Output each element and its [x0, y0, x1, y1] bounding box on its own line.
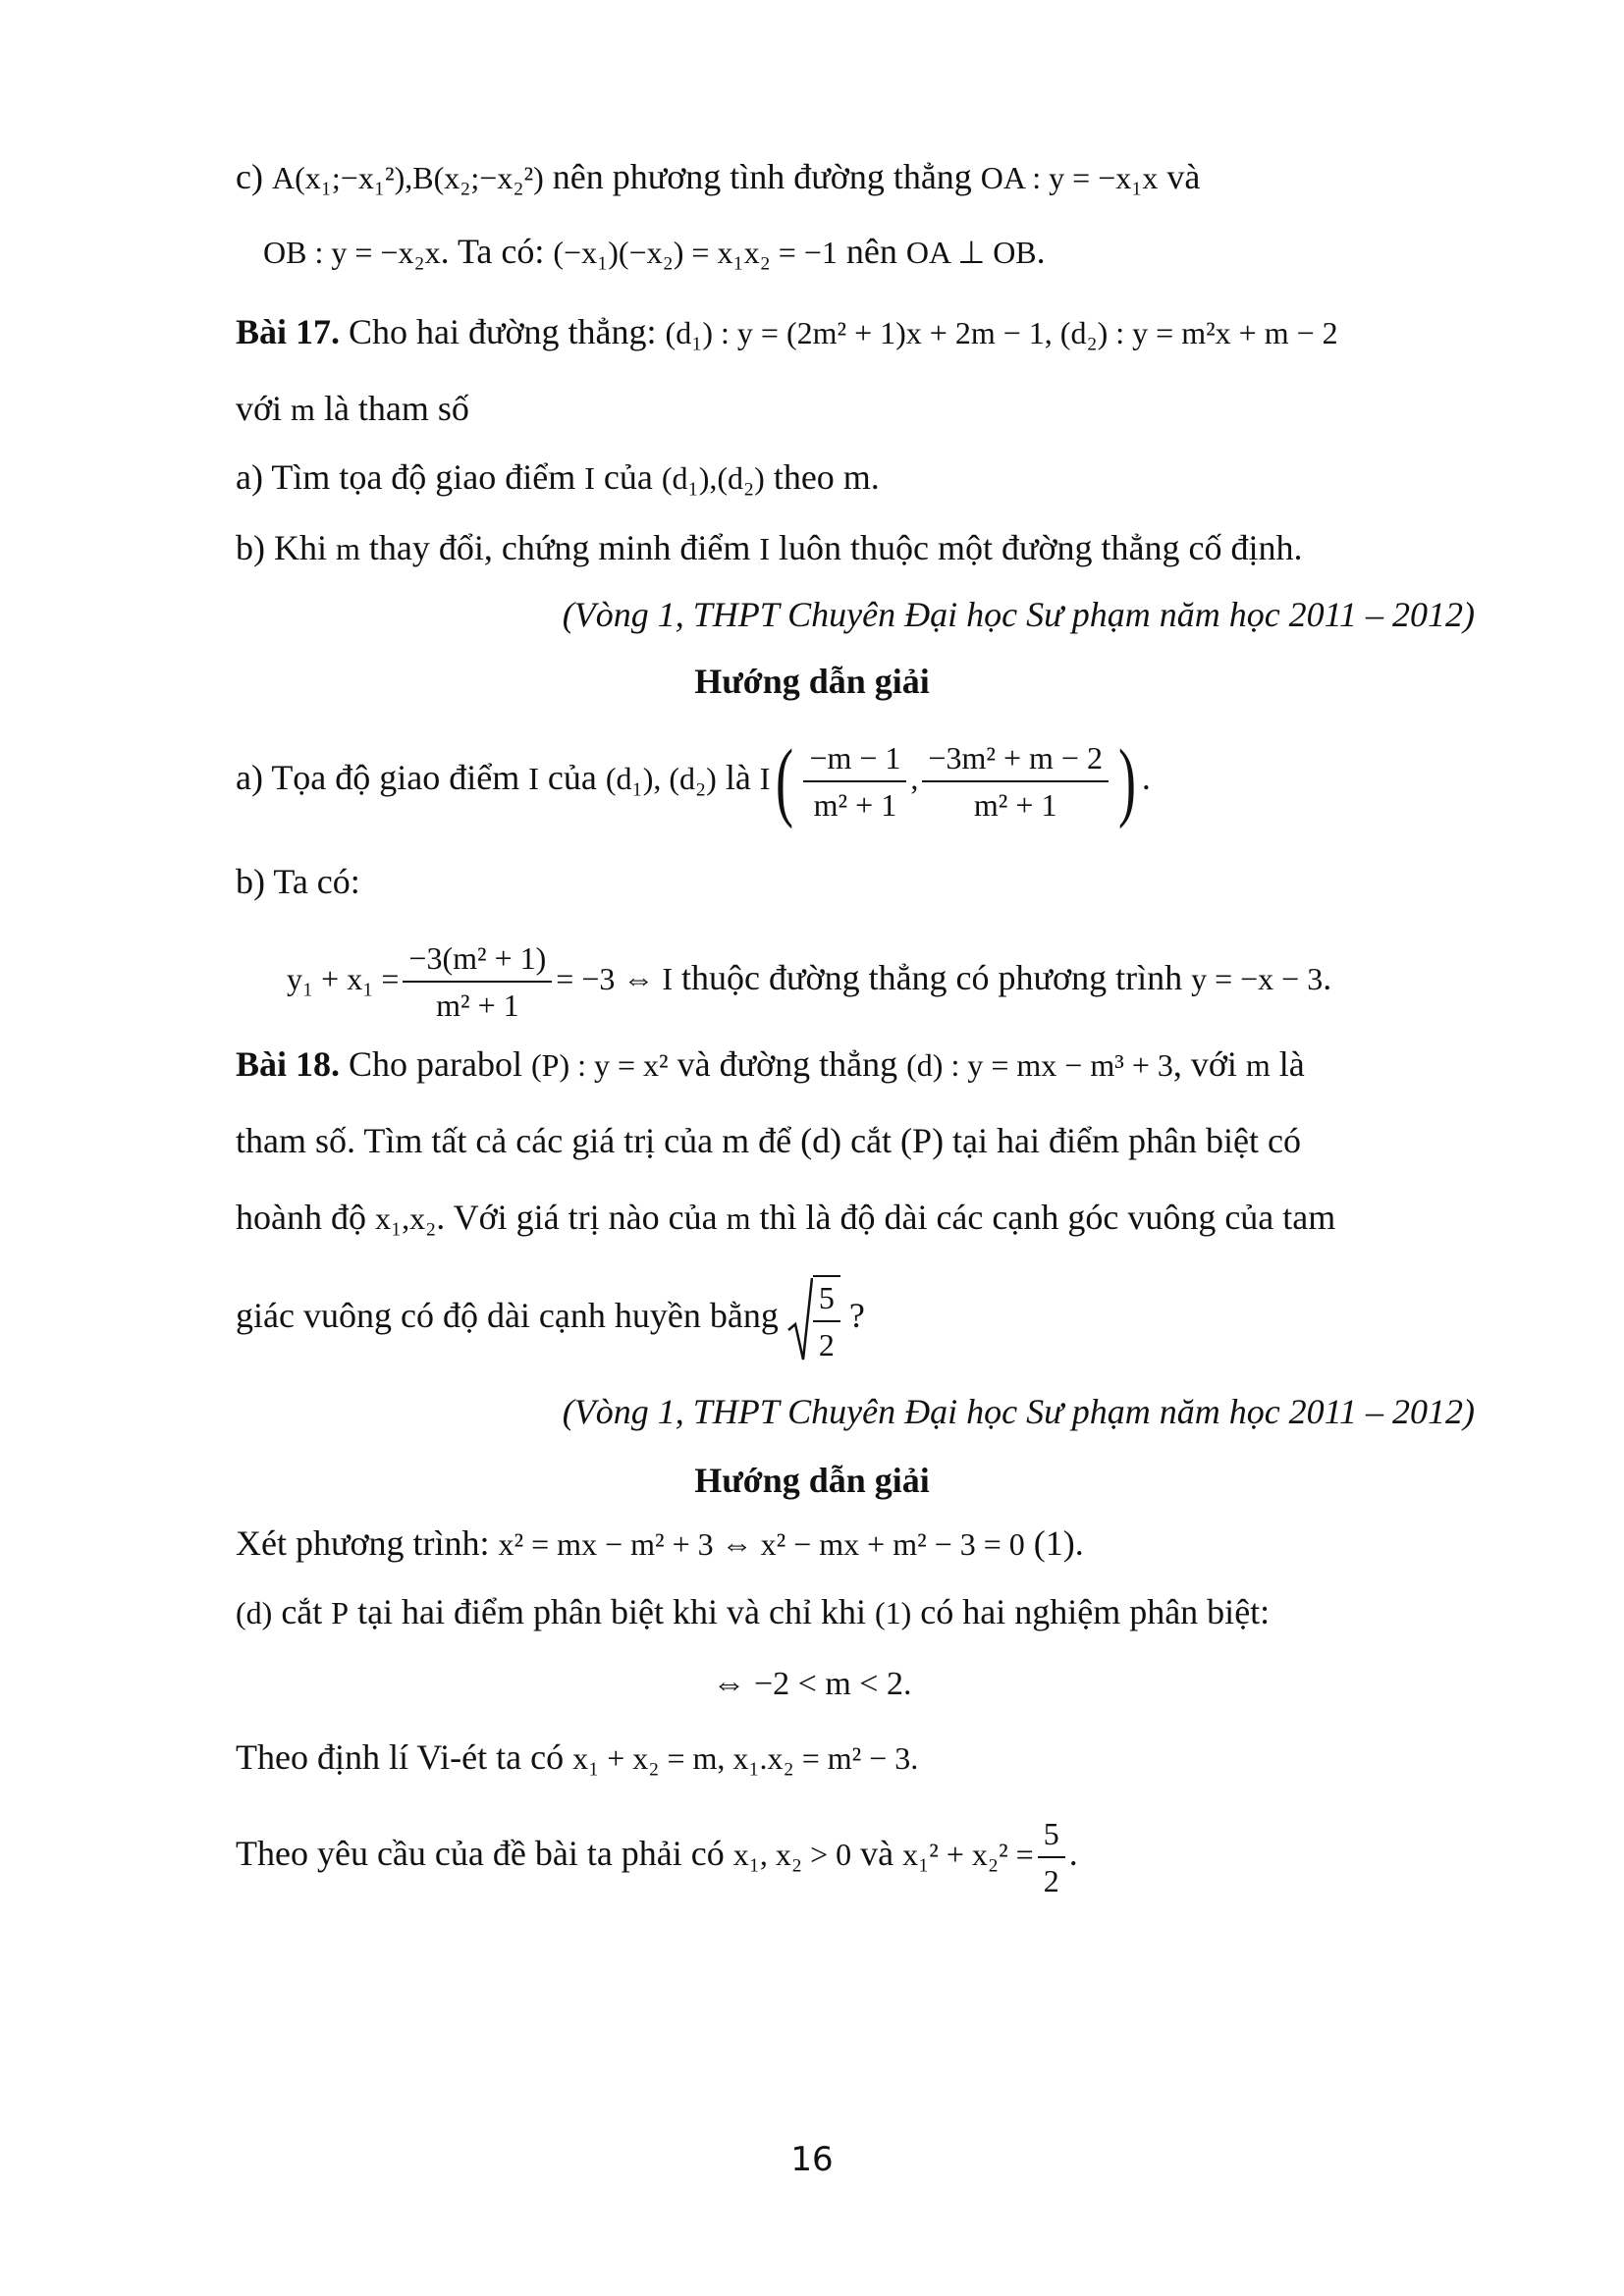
math-positive-roots: x₁, x₂ > 0: [732, 1837, 852, 1872]
fraction: [1038, 1815, 1065, 1899]
text: Theo định lí Vi-ét ta có: [236, 1737, 573, 1777]
answer-b-label: [236, 860, 360, 903]
left-paren: (: [776, 731, 794, 829]
text: là: [716, 758, 760, 797]
text: tại hai điểm phân biệt khi và chỉ khi: [349, 1592, 875, 1631]
text-line-6: [236, 526, 1303, 570]
text: của: [538, 758, 606, 797]
math-line-ob: OB : y = −x₂x: [263, 235, 441, 270]
problem-17-heading: [236, 310, 1338, 354]
math-perpendicular: OA ⊥ OB: [905, 235, 1037, 270]
math-d: (d): [236, 1595, 273, 1630]
source-citation-2: (Vòng 1, THPT Chuyên Đại học Sư phạm năm học 2011 – 2012): [562, 1392, 1475, 1431]
text: (1).: [1024, 1523, 1084, 1563]
math-m: m: [1245, 1047, 1271, 1083]
math-i: I: [759, 531, 771, 566]
text: . Ta có:: [440, 232, 554, 271]
math-line-d: (d) : y = mx − m³ + 3: [906, 1047, 1173, 1083]
math-i: I: [584, 460, 595, 496]
text: , với: [1172, 1044, 1246, 1084]
solution-line-2: [236, 1590, 1270, 1634]
math-lhs: y₁ + x₁ =: [287, 961, 400, 996]
fraction-x: [803, 739, 906, 824]
text: thay đổi, chứng minh điểm: [359, 528, 760, 567]
source-citation-1: (Vòng 1, THPT Chuyên Đại học Sư phạm năm học 2011 – 2012): [562, 595, 1475, 634]
radical-sign-icon: [787, 1277, 813, 1362]
text: nên phương tình đường thẳng: [543, 157, 981, 196]
math-point-i: I: [759, 761, 771, 796]
text: ?: [839, 1296, 865, 1335]
fraction-denominator: m² + 1: [973, 786, 1057, 823]
text: có hai nghiệm phân biệt:: [911, 1592, 1271, 1631]
text-line-5: [236, 455, 880, 500]
text: là: [1270, 1044, 1305, 1084]
solution-heading-1: Hướng dẫn giải: [694, 662, 930, 701]
text: nên: [837, 232, 906, 271]
math-m: m: [291, 392, 315, 427]
math-line-equation: y = −x − 3: [1191, 961, 1324, 996]
text: Theo yêu cầu của đề bài ta phải có: [236, 1834, 733, 1873]
text: a) Tọa độ giao điểm: [236, 758, 529, 797]
page-number: 16: [790, 2140, 834, 2179]
text: c): [236, 157, 272, 196]
math-product: (−x₁)(−x₂) = x₁x₂ = −1: [553, 235, 838, 270]
text: tham số. Tìm tất cả các giá trị của m để (d) cắt (P) tại hai điểm phân biệt có: [236, 1121, 1301, 1160]
text: Cho hai đường thẳng:: [340, 312, 666, 351]
problem-18-line-4: [236, 1266, 865, 1364]
text: .: [1141, 758, 1151, 797]
fraction-numerator: −m − 1: [803, 739, 906, 782]
problem-title: Bài 18.: [236, 1044, 341, 1084]
text: và đường thẳng: [668, 1044, 907, 1084]
math-lines-d1-d2: (d₁) : y = (2m² + 1)x + 2m − 1, (d₂) : y = m²x + m − 2: [665, 315, 1338, 350]
text: b) Khi: [236, 528, 336, 567]
fraction: [813, 1275, 840, 1363]
text: Xét phương trình:: [236, 1523, 499, 1563]
solution-line-5: [236, 1804, 1078, 1903]
solution-line-3: ⇔ −2 < m < 2.: [712, 1666, 912, 1702]
text: và: [851, 1834, 903, 1873]
math-equation-1: x² = mx − m² + 3 ⇔ x² − mx + m² − 3 = 0: [498, 1526, 1025, 1562]
text: của: [594, 457, 662, 497]
problem-18-line-2: [236, 1119, 1301, 1162]
text: cắt: [272, 1592, 332, 1631]
text: theo m.: [764, 457, 880, 497]
math-points-ab: A(x₁;−x₁²),B(x₂;−x₂²): [271, 160, 544, 195]
sqrt-expression: [787, 1275, 840, 1363]
text: luôn thuộc một đường thẳng cố định.: [770, 528, 1303, 567]
text: .: [1068, 1834, 1078, 1873]
fraction: [403, 939, 552, 1024]
text: a) Tìm tọa độ giao điểm: [236, 457, 585, 497]
text-line-1: [236, 155, 1200, 199]
fraction-denominator: m² + 1: [813, 786, 897, 823]
fraction-denominator: 2: [818, 1326, 835, 1362]
answer-a-line: [236, 728, 1151, 828]
right-paren: ): [1117, 731, 1136, 829]
problem-title: Bài 17.: [236, 312, 341, 351]
fraction-numerator: −3m² + m − 2: [922, 739, 1109, 782]
solution-line-1: [236, 1522, 1084, 1566]
text: b) Ta có:: [236, 862, 360, 901]
math-m: m: [336, 531, 360, 566]
comma: ,: [910, 761, 919, 796]
text: thì là độ dài các cạnh góc vuông của tam: [750, 1198, 1336, 1237]
solution-heading-2: Hướng dẫn giải: [694, 1461, 930, 1500]
text: hoành độ: [236, 1198, 375, 1237]
fraction-denominator: 2: [1043, 1862, 1059, 1898]
math-line-oa: OA : y = −x₁x: [980, 160, 1159, 195]
math-rhs: = −3 ⇔ I: [556, 961, 674, 996]
math-i: I: [528, 761, 539, 796]
math-sum-squares: x₁² + x₂² =: [902, 1837, 1034, 1872]
fraction-numerator: 5: [1038, 1815, 1065, 1858]
text-line-4: [236, 387, 469, 431]
math-ref-1: (1): [874, 1595, 912, 1630]
text: giác vuông có độ dài cạnh huyền bằng: [236, 1296, 787, 1335]
problem-18-line-3: [236, 1196, 1335, 1240]
text: . Với giá trị nào của: [436, 1198, 727, 1237]
text: thuộc đường thẳng có phương trình: [673, 958, 1192, 997]
fraction-denominator: m² + 1: [436, 987, 519, 1023]
answer-b-formula: [287, 929, 1331, 1028]
text: Cho parabol: [340, 1044, 531, 1084]
text: .: [1036, 232, 1046, 271]
text: .: [1323, 958, 1332, 997]
text: và: [1158, 157, 1201, 196]
math-p: P: [331, 1595, 350, 1630]
math-vieta: x₁ + x₂ = m, x₁.x₂ = m² − 3.: [572, 1740, 919, 1776]
fraction-y: [922, 739, 1109, 824]
fraction-numerator: −3(m² + 1): [403, 939, 552, 983]
math-d1-d2: (d₁),(d₂): [661, 460, 765, 496]
text: với: [236, 389, 292, 428]
problem-18-heading: [236, 1042, 1305, 1087]
math-m: m: [726, 1201, 751, 1236]
text-line-2: [263, 230, 1046, 274]
fraction-numerator: 5: [813, 1279, 840, 1322]
solution-line-4: [236, 1735, 918, 1780]
math-x1-x2: x₁,x₂: [374, 1201, 437, 1236]
text: là tham số: [314, 389, 469, 428]
math-parabola: (P) : y = x²: [530, 1047, 669, 1083]
math-d1-d2: (d₁), (d₂): [605, 761, 717, 796]
